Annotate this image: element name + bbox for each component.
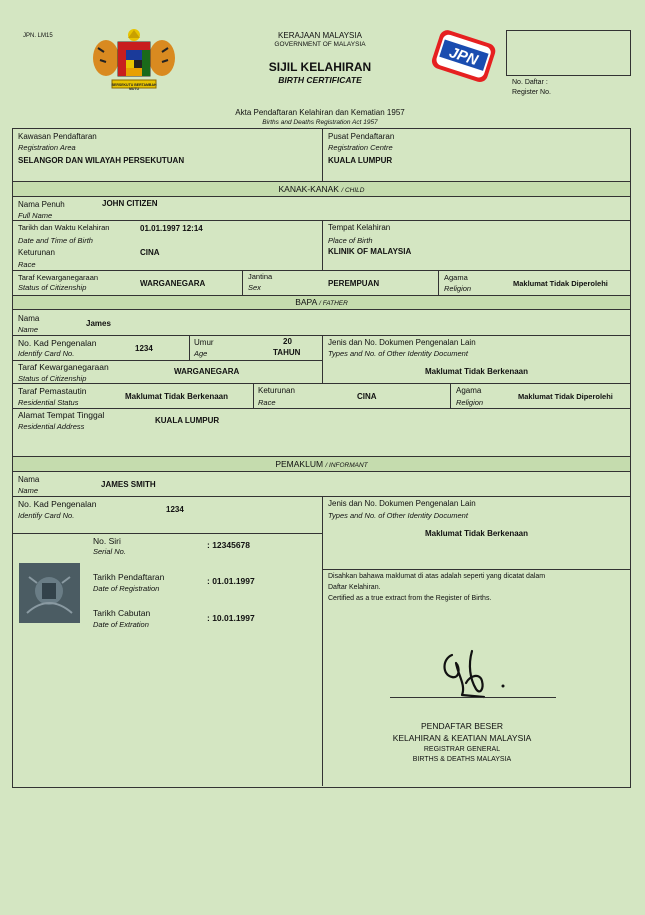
father-address-label: Alamat Tempat Tinggal — [18, 410, 105, 420]
certify-text-1: Disahkan bahawa maklumat di atas adalah seperti yang dicatat dalam — [328, 573, 546, 580]
child-religion-label-en: Religion — [444, 284, 472, 293]
informant-section-title: PEMAKLUM / INFORMANT — [275, 459, 368, 469]
child-sex-value: PEREMPUAN — [328, 279, 380, 288]
act-title-en: Births and Deaths Registration Act 1957 — [262, 119, 378, 126]
registrar-title-1: PENDAFTAR BESER — [420, 721, 504, 731]
father-residence-label-en: Residential Status — [18, 398, 79, 407]
extraction-date-label-en: Date of Extration — [93, 620, 149, 629]
form-code: JPN. LM15 — [23, 33, 53, 39]
father-religion-label-en: Religion — [456, 398, 484, 407]
signature-line — [390, 697, 556, 698]
father-section-title: BAPA / FATHER — [295, 297, 348, 307]
jpn-logo-icon — [428, 28, 498, 88]
father-religion-value: Maklumat Tidak Diperolehi — [518, 392, 613, 401]
extraction-date-value: : 10.01.1997 — [207, 613, 255, 623]
registration-date-value: : 01.01.1997 — [207, 576, 255, 586]
child-sex-label: Jantina — [248, 272, 273, 281]
gov-title-en: GOVERNMENT OF MALAYSIA — [274, 41, 366, 48]
father-name-label-en: Name — [18, 325, 39, 334]
act-title: Akta Pendaftaran Kelahiran dan Kematian 1957 — [235, 108, 405, 117]
register-number-box — [506, 30, 631, 76]
father-name-label: Nama — [18, 314, 40, 323]
registrar-title-en-2: BIRTHS & DEATHS MALAYSIA — [412, 756, 512, 763]
registration-area-label-en: Registration Area — [18, 143, 76, 152]
register-number-label: No. Daftar : — [512, 79, 548, 86]
child-name-label-en: Full Name — [18, 211, 53, 220]
registrar-title-en-1: REGISTRAR GENERAL — [423, 746, 501, 753]
father-race-value: CINA — [357, 392, 377, 401]
serial-label-en: Serial No. — [93, 547, 126, 556]
informant-name-value: JAMES SMITH — [101, 480, 156, 489]
father-age-label-en: Age — [194, 349, 208, 358]
crest-motto: BERSEKUTU BERTAMBAH MUTU — [111, 83, 157, 91]
informant-ic-label: No. Kad Pengenalan — [18, 499, 97, 509]
extraction-date-label: Tarikh Cabutan — [93, 608, 151, 618]
informant-ic-label-en: Identify Card No. — [18, 511, 75, 520]
father-address-value: KUALA LUMPUR — [155, 416, 220, 425]
informant-doc-label-en: Types and No. of Other Identity Document — [328, 511, 468, 520]
registration-centre-value: KUALA LUMPUR — [328, 156, 393, 165]
serial-value: : 12345678 — [207, 540, 251, 550]
child-name-value: JOHN CITIZEN — [102, 199, 158, 208]
father-race-label: Keturunan — [258, 386, 295, 395]
child-dob-label-en: Date and Time of Birth — [18, 236, 93, 245]
child-citizenship-label-en: Status of Citizenship — [18, 283, 87, 292]
father-residence-value: Maklumat Tidak Berkenaan — [125, 392, 229, 401]
page-title-en: BIRTH CERTIFICATE — [278, 75, 362, 85]
informant-doc-value: Maklumat Tidak Berkenaan — [424, 529, 528, 538]
father-doc-label-en: Types and No. of Other Identity Document — [328, 349, 468, 358]
registration-date-label-en: Date of Registration — [93, 584, 160, 593]
certify-text-2: Daftar Kelahiran. — [328, 584, 381, 591]
child-dob-value: 01.01.1997 12:14 — [140, 224, 203, 233]
signature-icon — [436, 645, 516, 701]
child-citizenship-label: Taraf Kewarganegaraan — [18, 273, 99, 282]
father-residence-label: Taraf Pemastautin — [18, 386, 87, 396]
informant-name-label-en: Name — [18, 486, 39, 495]
registration-centre-label-en: Registration Centre — [328, 143, 393, 152]
certify-text-3: Certified as a true extract from the Register of Births. — [328, 595, 492, 602]
father-age-value: 20 — [283, 337, 292, 346]
register-number-label-en: Register No. — [512, 89, 551, 96]
father-address-label-en: Residential Address — [18, 422, 85, 431]
child-race-value: CINA — [140, 248, 160, 257]
child-section-title: KANAK-KANAK / CHILD — [278, 184, 365, 194]
registrar-title-2: KELAHIRAN & KEATIAN MALAYSIA — [392, 733, 532, 743]
father-citizenship-value: WARGANEGARA — [174, 367, 240, 376]
registration-centre-label: Pusat Pendaftaran — [328, 132, 395, 141]
father-age-unit: TAHUN — [273, 348, 301, 357]
child-name-label: Nama Penuh — [18, 200, 65, 209]
father-ic-label: No. Kad Pengenalan — [18, 338, 97, 348]
child-religion-label: Agama — [444, 273, 468, 282]
father-ic-label-en: Identify Card No. — [18, 349, 75, 358]
registration-date-label: Tarikh Pendaftaran — [93, 572, 165, 582]
child-sex-label-en: Sex — [248, 283, 261, 292]
father-citizenship-label-en: Status of Citizenship — [18, 374, 87, 383]
father-doc-label: Jenis dan No. Dokumen Pengenalan Lain — [328, 338, 476, 347]
child-race-label-en: Race — [18, 260, 36, 269]
informant-doc-label: Jenis dan No. Dokumen Pengenalan Lain — [328, 499, 476, 508]
child-race-label: Keturunan — [18, 248, 55, 257]
child-dob-label: Tarikh dan Waktu Kelahiran — [18, 223, 110, 232]
registration-area-label: Kawasan Pendaftaran — [18, 132, 97, 141]
father-religion-label: Agama — [456, 386, 482, 395]
jpn-logo-text: JPN — [446, 43, 480, 70]
informant-ic-value: 1234 — [166, 505, 184, 514]
security-hologram-icon — [19, 563, 80, 623]
father-age-label: Umur — [194, 338, 214, 347]
father-ic-value: 1234 — [135, 344, 153, 353]
father-name-value: James — [86, 319, 111, 328]
father-doc-value: Maklumat Tidak Berkenaan — [424, 367, 528, 376]
gov-title: KERAJAAN MALAYSIA — [278, 31, 362, 40]
child-religion-value: Maklumat Tidak Diperolehi — [513, 279, 608, 288]
father-citizenship-label: Taraf Kewarganegaraan — [18, 362, 109, 372]
page-title: SIJIL KELAHIRAN — [268, 60, 372, 74]
child-pob-label-en: Place of Birth — [328, 236, 373, 245]
informant-name-label: Nama — [18, 475, 40, 484]
registration-area-value: SELANGOR DAN WILAYAH PERSEKUTUAN — [18, 156, 185, 165]
father-race-label-en: Race — [258, 398, 276, 407]
child-pob-value: KLINIK OF MALAYSIA — [328, 247, 412, 256]
child-citizenship-value: WARGANEGARA — [140, 279, 206, 288]
serial-label: No. Siri — [93, 536, 121, 546]
child-pob-label: Tempat Kelahiran — [328, 223, 391, 232]
